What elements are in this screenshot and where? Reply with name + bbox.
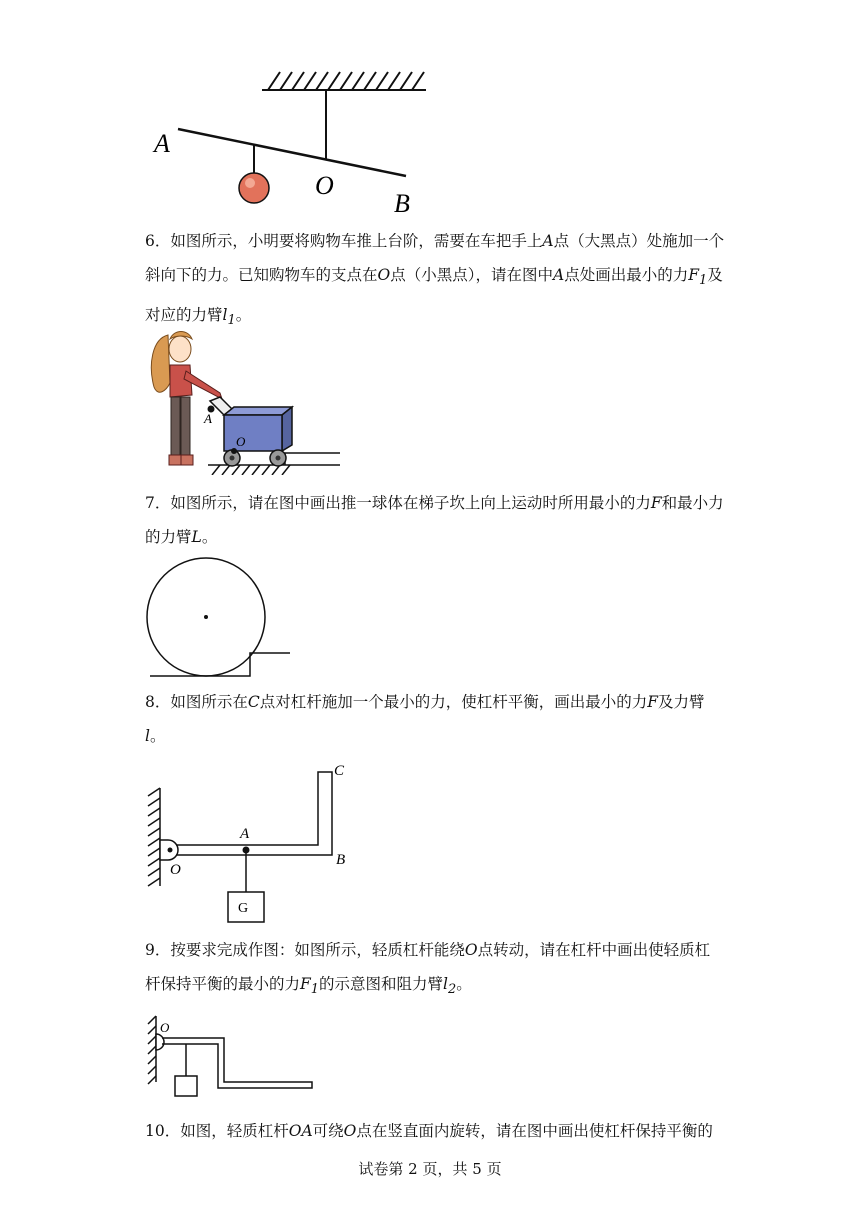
question-9: 9．按要求完成作图：如图所示，轻质杠杆能绕O点转动，请在杠杆中画出使轻质杠杆保持平衡的最小的力$F_1$的示意图和阻力臂$l_2$。 bbox=[145, 941, 711, 998]
ceiling-hatch bbox=[262, 72, 426, 90]
q8-number: 8． bbox=[145, 693, 171, 711]
ball-center bbox=[204, 615, 208, 619]
ball-step-figure-q7 bbox=[140, 555, 300, 680]
question-8: 8．如图所示在C点对杠杆施加一个最小的力，使杠杆平衡，画出最小的力F及力臂l。 bbox=[145, 693, 705, 745]
pivot-bracket bbox=[156, 1034, 164, 1050]
q7-number: 7． bbox=[145, 494, 171, 512]
q6-number: 6． bbox=[145, 232, 171, 250]
lever-body bbox=[176, 772, 332, 855]
hanging-ball bbox=[239, 173, 269, 203]
wall-hatch bbox=[148, 1016, 156, 1084]
label-o: O bbox=[170, 862, 181, 878]
label-o: O bbox=[160, 1020, 170, 1035]
label-a: A bbox=[154, 129, 170, 158]
label-g: G bbox=[238, 901, 249, 916]
step bbox=[285, 453, 340, 465]
ground-hatch bbox=[208, 465, 340, 475]
weight-box bbox=[175, 1076, 197, 1096]
lever-bar bbox=[178, 129, 406, 176]
label-a: A bbox=[240, 826, 250, 842]
wall-hatch bbox=[148, 788, 160, 886]
label-b: B bbox=[336, 852, 346, 868]
label-a: A bbox=[204, 411, 212, 426]
page-footer: 试卷第 2 页，共 5 页 bbox=[358, 1160, 502, 1178]
question-6: 6．如图所示，小明要将购物车推上台阶，需要在车把手上A点（大黑点）处施加一个斜向下的力。已知购物车的支点在O点（小黑点），请在图中A点处画出最小的力$F_1$及对应的力臂$l_1$。 bbox=[145, 232, 725, 329]
label-b: B bbox=[394, 189, 410, 218]
label-c: C bbox=[334, 763, 345, 779]
label-o: O bbox=[236, 434, 246, 449]
cart-body bbox=[224, 415, 282, 451]
girl-figure bbox=[151, 332, 222, 466]
pivot-o bbox=[168, 848, 173, 853]
cart-figure-q6 bbox=[140, 325, 350, 475]
q9-number: 9． bbox=[145, 941, 171, 959]
bent-lever-figure-q8 bbox=[140, 758, 360, 926]
bent-lever-figure-q9 bbox=[140, 1012, 320, 1102]
question-7: 7．如图所示，请在图中画出推一球体在梯子坎上向上运动时所用最小的力F和最小力的力臂L。 bbox=[145, 494, 724, 546]
q10-number: 10． bbox=[145, 1122, 181, 1140]
lever-figure-q5 bbox=[140, 60, 440, 220]
question-10: 10．如图，轻质杠杆OA可绕O点在竖直面内旋转，请在图中画出使杠杆保持平衡的 bbox=[145, 1122, 713, 1140]
label-o: O bbox=[315, 171, 334, 200]
